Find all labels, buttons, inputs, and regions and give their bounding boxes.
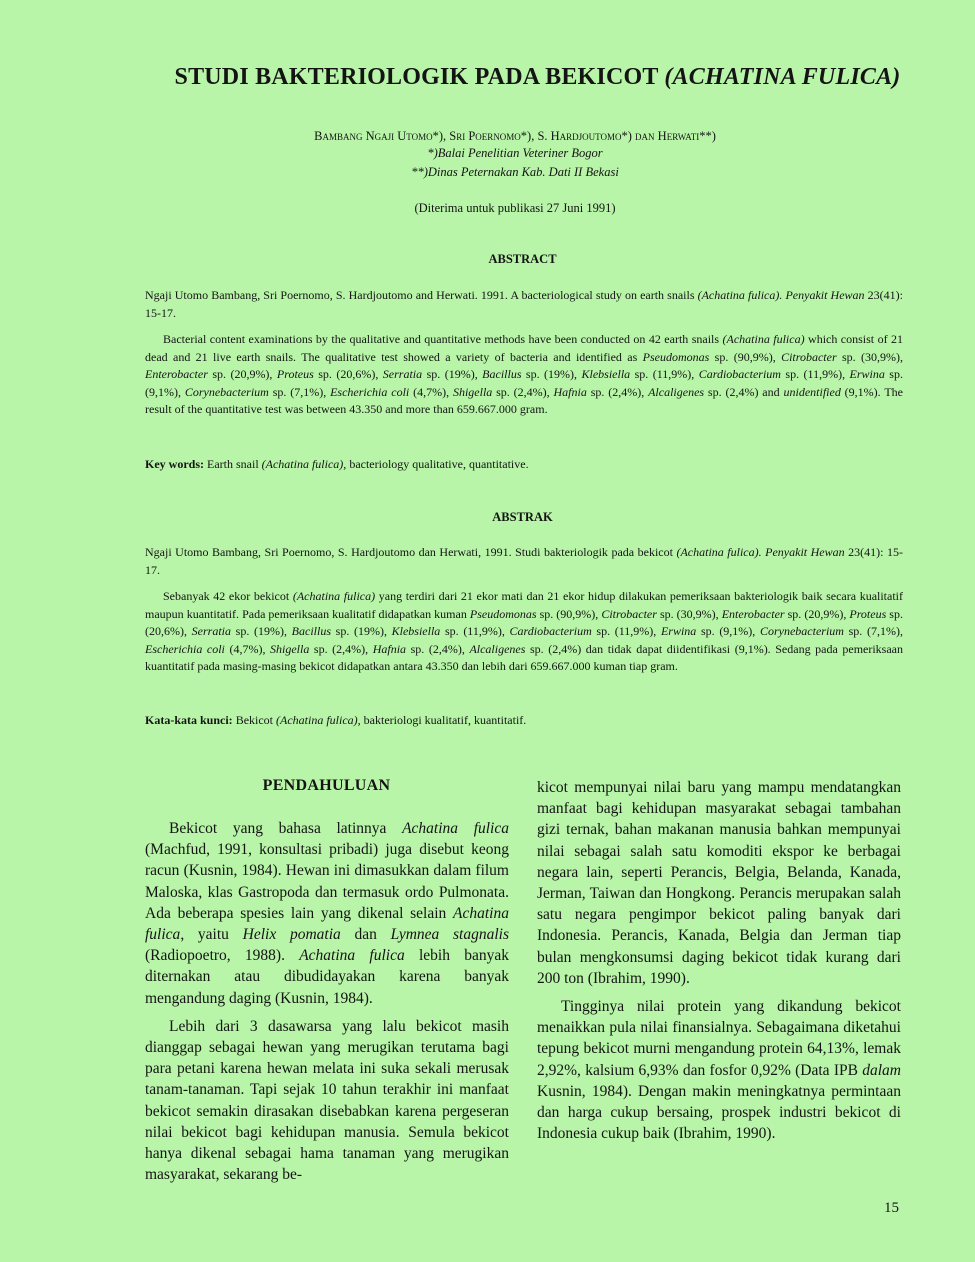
bacteria-name: unidentified [783, 384, 841, 399]
bacteria-name: Erwina [849, 367, 885, 381]
bacteria-name: Klebsiella [581, 367, 631, 381]
title-species: (ACHATINA FULICA) [664, 64, 901, 90]
bacteria-percentage: sp. (19%), [231, 624, 292, 638]
bacteria-percentage: sp. (20,9%), [784, 606, 850, 621]
bacteria-name: Klebsiella [391, 624, 441, 638]
bacteria-name: Serratia [191, 624, 231, 638]
left-column [145, 818, 509, 1192]
bacteria-name: Enterobacter [145, 367, 208, 381]
received-date: (Diterima untuk publikasi 27 Juni 1991) [414, 201, 616, 215]
bacteria-percentage: sp. (2,4%), [492, 384, 554, 399]
bacteria-percentage: sp. (11,9%), [780, 367, 850, 381]
bacteria-percentage: sp. (2,4%), [309, 641, 373, 656]
bacteria-percentage: sp. (90,9%), [709, 349, 782, 364]
bacteria-name: Cardiobacterium [509, 624, 592, 638]
section-heading-pendahuluan: PENDAHULUAN [262, 777, 391, 794]
bacteria-percentage: (4,7%), [224, 641, 271, 656]
bacteria-percentage: sp. (30,9%), [836, 349, 903, 364]
bacteria-name: Pseudomonas [642, 349, 710, 364]
bacteria-name: Bacillus [482, 367, 522, 381]
bacteria-name: Hafnia [372, 641, 407, 656]
bacteria-percentage: sp. (2,4%) and [704, 384, 784, 399]
bacteria-percentage: sp. (19%), [330, 624, 392, 638]
bacteria-percentage: sp. (20,6%), [313, 367, 383, 381]
bacteria-name: Escherichia coli [145, 641, 225, 656]
intro-paragraph-4: Tingginya nilai protein yang dikandung bekicot menaikkan pula nilai finansialnya. Sebagaimana diketahui tepung bekicot murni mengandung protein 64,13%, lemak 2,92%, kalsium 6,93% dan fosfor 0,92% (Data IPB dalam Kusnin, 1984). Dengan makin meningkatnya permintaan dan harga cukup bersaing, prospek industri bekicot di Indonesia cukup baik (Ibrahim, 1990). [537, 998, 901, 1143]
abstract-citation: Ngaji Utomo Bambang, Sri Poernomo, S. Hardjoutomo and Herwati. 1991. A bacteriological study on earth snails (Achatina fulica). Penyakit Hewan 23(41): 15-17. [145, 288, 903, 320]
authors-line: Bambang Ngaji Utomo*), Sri Poernomo*), S. Hardjoutomo*) dan Herwati**) [314, 129, 716, 143]
bacteria-percentage: (9,1%). [840, 384, 885, 399]
bacteria-percentage: sp. (7,1%), [268, 384, 331, 399]
abstract-heading: ABSTRACT [488, 252, 557, 266]
bacteria-name: Pseudomonas [469, 606, 537, 621]
intro-paragraph-1: Bekicot yang bahasa latinnya Achatina fulica (Machfud, 1991, konsultasi pribadi) juga disebut keong racun (Kusnin, 1984). Hewan ini dimasukkan dalam filum Maloska, klas Gastropoda dan termasuk ordo Pulmonata. Ada beberapa spesies lain yang dikenal selain Achatina fulica, yaitu Helix pomatia dan Lymnea stagnalis (Radiopoetro, 1988). Achatina fulica lebih banyak diternakan atau dibudidayakan karena banyak mengandung daging (Kusnin, 1984). [145, 820, 509, 1007]
bacteria-percentage: sp. (2,4%), [406, 641, 470, 656]
title-main: STUDI BAKTERIOLOGIK PADA BEKICOT [174, 64, 665, 90]
bacteria-name: Escherichia coli [330, 384, 410, 399]
bacteria-name: Corynebacterium [759, 624, 844, 638]
intro-paragraph-3: kicot mempunyai nilai baru yang mampu mendatangkan manfaat bagi kehidupan masyarakat sebagai tambahan gizi ternak, bahan makanan manusia bahkan mempunyai nilai sebagai salah satu komoditi ekspor ke berbagai negara lain, seperti Perancis, Belgia, Belanda, Kanada, Jerman, Taiwan dan Hongkong. Perancis merupakan salah satu negara pengimpor bekicot paling banyak dari Indonesia. Perancis, Kanada, Belgia dan Jerman tiap bulan mengkonsumsi daging bekicot tidak kurang dari 200 ton (Ibrahim, 1990). [537, 779, 901, 987]
bacteria-name: Hafnia [553, 384, 587, 399]
bacteria-percentage: sp. (30,9%), [656, 606, 722, 621]
bacteria-name: Serratia [382, 367, 423, 381]
abstrak-body: Sebanyak 42 ekor bekicot (Achatina fulica) yang terdiri dari 21 ekor mati dan 21 ekor hidup dilakukan pemeriksaan bakteriologik baik secara kualitatif maupun kuantitatif. Pada pemeriksaan kualitatif didapatkan kuman Pseudomonas sp. (90,9%), Citrobacter sp. (30,9%), Enterobacter sp. (20,9%), Proteus sp. (20,6%), Serratia sp. (19%), Bacillus sp. (19%), Klebsiella sp. (11,9%), Cardiobacterium sp. (11,9%), Erwina sp. (9,1%), Corynebacterium sp. (7,1%), Escherichia coli (4,7%), Shigella sp. (2,4%), Hafnia sp. (2,4%), Alcaligenes sp. (2,4%) dan tidak dapat diidentifikasi (9,1%). Sedang pada pemeriksaan kuantitatif pada masing-masing bekicot didapatkan antara 43.350 dan lebih dari 659.667.000 kuman tiap gram. [145, 589, 904, 673]
affiliation-1: *)Balai Penelitian Veteriner Bogor [427, 146, 603, 160]
paper-title [100, 64, 975, 91]
bacteria-percentage: sp. (20,9%), [207, 367, 277, 381]
page-number: 15 [884, 1200, 899, 1216]
bacteria-percentage: sp. (11,9%), [440, 624, 510, 638]
bacteria-percentage: sp. (7,1%), [843, 624, 903, 638]
bacteria-percentage: sp. (2,4%) [525, 641, 586, 656]
bacteria-name: Alcaligenes [469, 641, 526, 656]
bacteria-name: Citrobacter [781, 349, 837, 364]
bacteria-name: Citrobacter [601, 606, 657, 621]
bacteria-name: Shigella [452, 384, 493, 399]
bacteria-percentage: sp. (9,1%), [696, 624, 760, 638]
abstrak-citation: Ngaji Utomo Bambang, Sri Poernomo, S. Hardjoutomo dan Herwati, 1991. Studi bakteriologik pada bekicot (Achatina fulica). Penyakit Hewan 23(41): 15-17. [145, 545, 903, 577]
bacteria-name: Proteus [276, 367, 314, 381]
bacteria-name: Enterobacter [721, 606, 785, 621]
intro-paragraph-2: Lebih dari 3 dasawarsa yang lalu bekicot masih dianggap sebagai hewan yang merugikan terutama bagi para petani karena hewan melata ini suka sekali merusak tanam-tanaman. Tapi sejak 10 tahun terakhir ini manfaat bekicot semakin dirasakan disebabkan karena pergeseran nilai bekicot bagi kehidupan manusia. Semula bekicot hanya dikenal sebagai hama tanaman yang merugikan masyarakat, sekarang be- [145, 1017, 509, 1184]
bacteria-name: Corynebacterium [184, 384, 269, 399]
bacteria-name: Erwina [660, 624, 697, 638]
abstrak-heading: ABSTRAK [492, 510, 553, 524]
affiliation-2: **)Dinas Peternakan Kab. Dati II Bekasi [411, 165, 619, 179]
bacteria-percentage: sp. (11,9%), [630, 367, 699, 381]
right-column [537, 777, 901, 1151]
kata-kunci: Kata-kata kunci: Bekicot (Achatina fulica), bakteriologi kualitatif, kuantitatif. [145, 713, 527, 727]
abstract-body: Bacterial content examinations by the qualitative and quantitative methods have been conducted on 42 earth snails (Achatina fulica) which consist of 21 dead and 21 live earth snails. The qualitative test showed a variety of bacteria and identified as Pseudomonas sp. (90,9%), Citrobacter sp. (30,9%), Enterobacter sp. (20,9%), Proteus sp. (20,6%), Serratia sp. (19%), Bacillus sp. (19%), Klebsiella sp. (11,9%), Cardiobacterium sp. (11,9%), Erwina sp. (9,1%), Corynebacterium sp. (7,1%), Escherichia coli (4,7%), Shigella sp. (2,4%), Hafnia sp. (2,4%), Alcaligenes sp. (2,4%) and unidentified (9,1%). The result of the quantitative test was between 43.350 and more than 659.667.000 gram. [145, 332, 903, 416]
bacteria-percentage: sp. (20,6%), [145, 606, 903, 638]
bacteria-percentage: sp. (11,9%), [591, 624, 661, 638]
bacteria-percentage: (4,7%), [409, 384, 453, 399]
keywords: Key words: Earth snail (Achatina fulica), bacteriology qualitative, quantitative. [145, 457, 529, 471]
bacteria-name: Cardiobacterium [698, 367, 781, 381]
bacteria-name: Proteus [849, 606, 887, 621]
bacteria-percentage: sp. (19%), [521, 367, 582, 381]
bacteria-name: Shigella [270, 641, 310, 656]
bacteria-percentage: sp. (19%), [422, 367, 483, 381]
bacteria-percentage: sp. (90,9%), [536, 606, 602, 621]
bacteria-name: Bacillus [291, 624, 331, 638]
bacteria-percentage: sp. (2,4%), [586, 384, 649, 399]
bacteria-percentage: sp. (9,1%), [145, 367, 903, 399]
bacteria-name: Alcaligenes [648, 384, 705, 399]
